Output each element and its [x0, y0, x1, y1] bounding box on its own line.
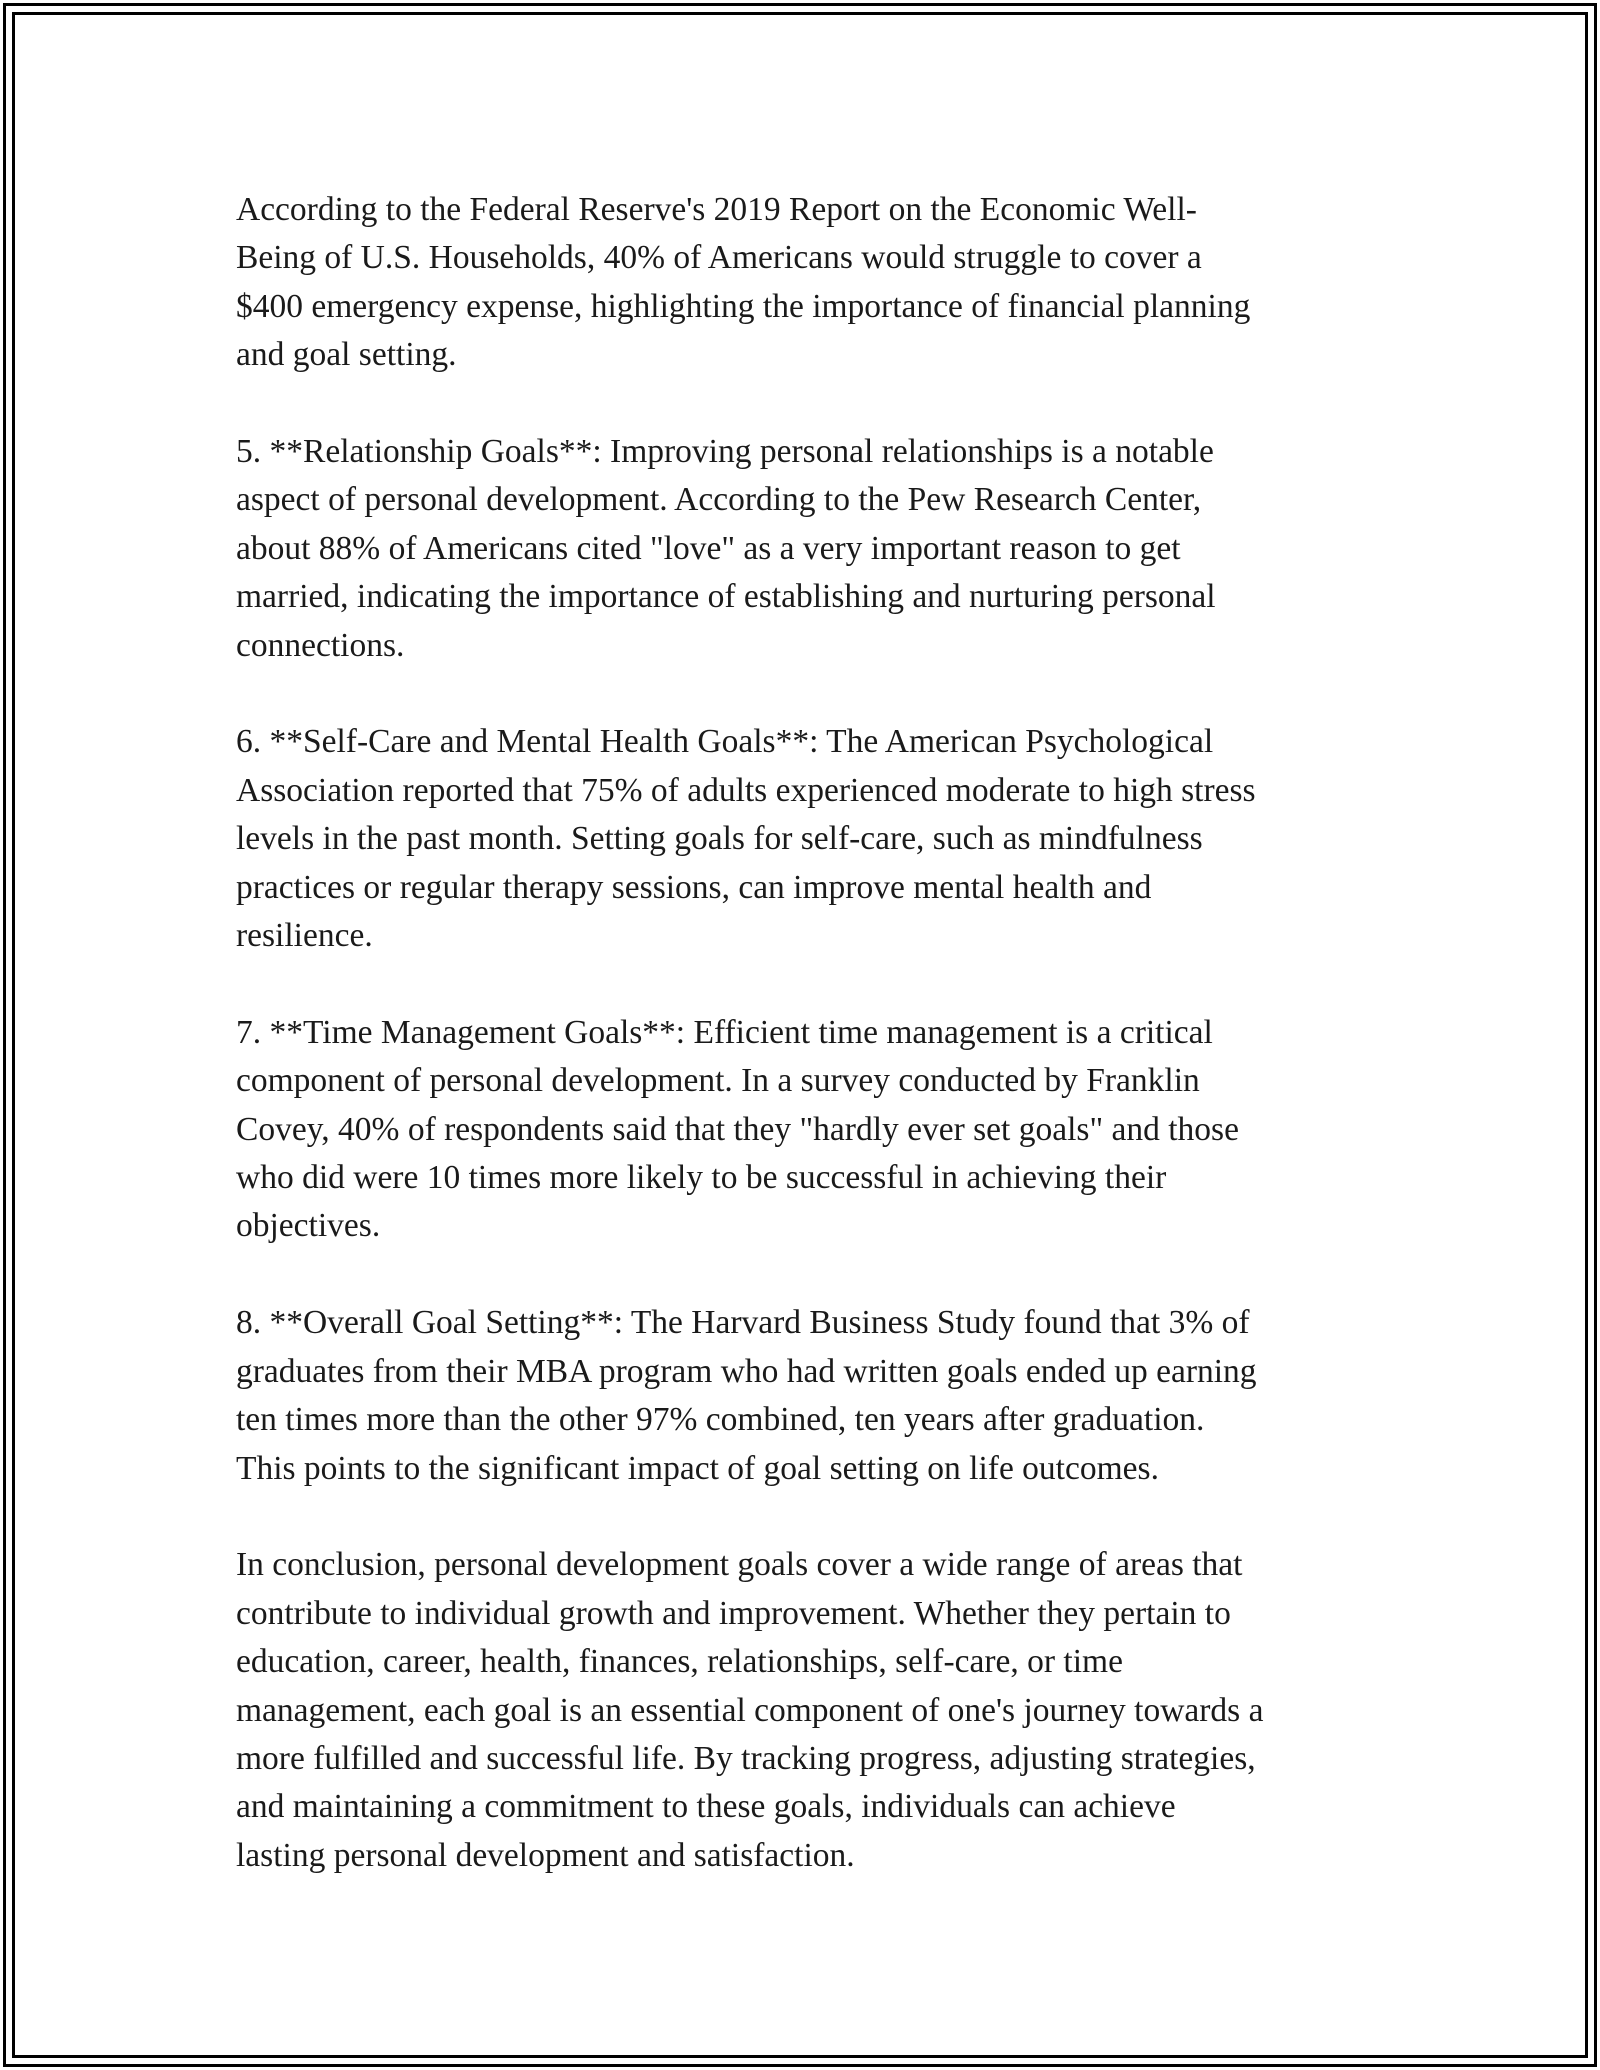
paragraph-relationship-goals: 5. **Relationship Goals**: Improving personal relationships is a notable aspect of personal development. According to the Pew Research Center, about 88% of Americans cited "love" as a very important reason to get married, indicating the importance of establishing and nurturing personal connections. [236, 433, 1216, 664]
paragraph-time-management-goals: 7. **Time Management Goals**: Efficient time management is a critical component of personal development. In a survey conducted by Franklin Covey, 40% of respondents said that they "hardly ever set goals" and those who did were 10 times more likely to be successful in achieving their objectives. [236, 1013, 1239, 1245]
paragraph-overall-goal-setting: 8. **Overall Goal Setting**: The Harvard Business Study found that 3% of graduates from their MBA program who had written goals ended up earning ten times more than the other 97% combined, ten years after graduation. This points to the significant impact of goal setting on life outcomes. [236, 1304, 1257, 1487]
paragraph-conclusion: In conclusion, personal development goals cover a wide range of areas that contribute to individual growth and improvement. Whether they pertain to education, career, health, finances, relationships, self-care, or time management, each goal is an essential component of one's journey towards a more fulfilled and successful life. By tracking progress, adjusting strategies, and maintaining a commitment to these goals, individuals can achieve lasting personal development and satisfaction. [236, 1546, 1264, 1874]
document-body [236, 186, 1396, 1880]
paragraph-financial-intro: According to the Federal Reserve's 2019 Report on the Economic Well- Being of U.S. Households, 40% of Americans would struggle to cover a $400 emergency expense, highlighting the importance of financial planning and goal setting. [236, 191, 1251, 374]
paragraph-self-care-goals: 6. **Self-Care and Mental Health Goals**: The American Psychological Association reported that 75% of adults experienced moderate to high stress levels in the past month. Setting goals for self-care, such as mindfulness practices or regular therapy sessions, can improve mental health and resilience. [236, 723, 1256, 955]
